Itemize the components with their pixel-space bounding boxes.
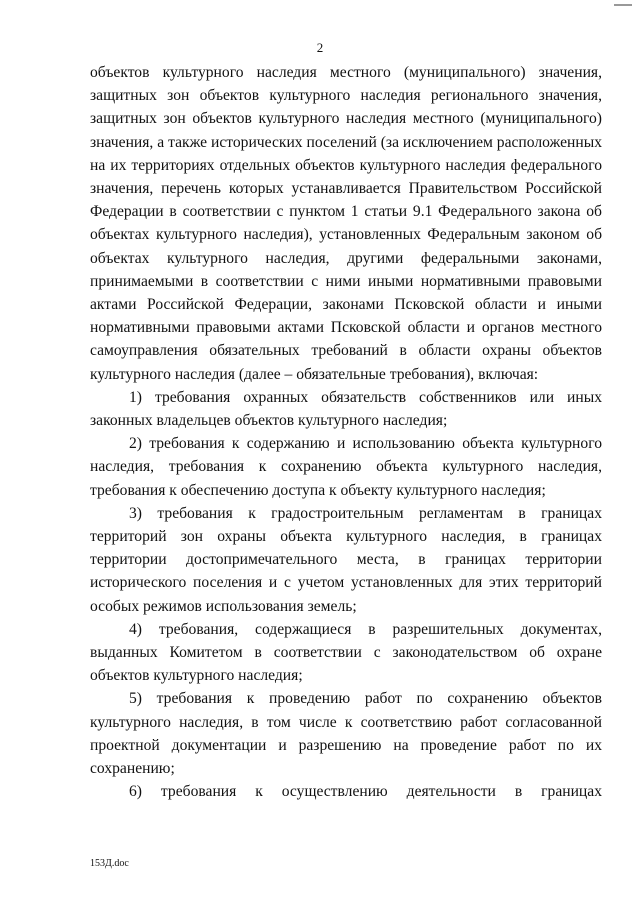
page-number: 2 xyxy=(316,40,324,55)
list-item-2: 2) требования к содержанию и использованию объекта культурного наследия, требования к сохранению объекта культурного наследия, требования к обеспечению доступа к объекту культурного наследия; xyxy=(90,435,602,499)
list-item-3: 3) требования к градостроительным регламентам в границах территорий зон охраны объекта культурного наследия, в границах территории достопримечательного места, в границах территории исторического поселения и с учетом установленных для этих территорий особых режимов использования земель; xyxy=(90,504,602,615)
scan-corner-mark xyxy=(614,4,632,12)
list-item-1: 1) требования охранных обязательств собственников или иных законных владельцев объектов культурного наследия; xyxy=(90,388,602,430)
list-item-4: 4) требования, содержащиеся в разрешительных документах, выданных Комитетом в соответствии с законодательством об охране объектов культурного наследия; xyxy=(90,620,602,685)
list-item-5: 5) требования к проведению работ по сохранению объектов культурного наследия, в том числе к соответствию работ согласованной проектной документации и разрешению на проведение работ по их сохранению; xyxy=(90,690,602,778)
list-item-6: 6) требования к осуществлению деятельности в границах xyxy=(129,783,602,801)
document-body xyxy=(90,61,602,804)
file-name-footer: 153Д.doc xyxy=(90,858,129,869)
paragraph-continuation: объектов культурного наследия местного (муниципального) значения, защитных зон объектов культурного наследия регионального значения, защитных зон объектов культурного наследия местного (муниципального) значения, а также исторических поселений (за исключением расположенных на их территориях отдельных объектов культурного наследия федерального значения, перечень которых устанавливается Правительством Российской Федерации в соответствии с пунктом 1 статьи 9.1 Федерального закона об объектах культурного наследия), установленных Федеральным законом об объектах культурного наследия, другими федеральными законами, принимаемыми в соответствии с ними иными нормативными правовыми актами Российской Федерации, законами Псковской области и иными нормативными правовыми актами Псковской области и органов местного самоуправления обязательных требований в области охраны объектов культурного наследия (далее – обязательные требования), включая: xyxy=(90,64,602,383)
